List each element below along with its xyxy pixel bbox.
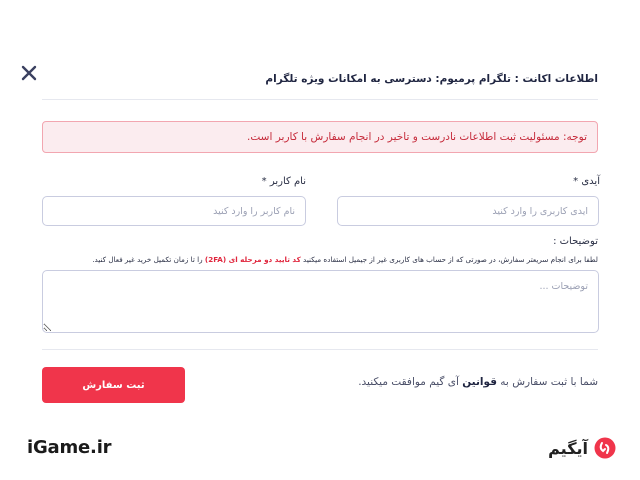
dialog-header (42, 64, 598, 100)
close-icon (20, 64, 38, 82)
terms-text: شما با ثبت سفارش به (496, 376, 598, 388)
brand-domain: iGame.ir (27, 437, 112, 458)
description-hint (42, 255, 598, 264)
divider (42, 349, 598, 350)
warning-alert: توجه: مسئولیت ثبت اطلاعات نادرست و تاخیر در انجام سفارش با کاربر است. (42, 121, 598, 153)
igame-logo-icon (594, 437, 616, 459)
terms-link[interactable]: قوانین (462, 376, 497, 388)
hint-2fa-highlight: کد تایید دو مرحله ای (2FA) (204, 255, 301, 264)
brand-logo-text: آیگیم (548, 438, 588, 458)
close-button[interactable] (20, 64, 38, 82)
username-label: نام کاربر * (261, 176, 306, 187)
id-input[interactable] (337, 196, 599, 226)
submit-order-button[interactable]: ثبت سفارش (42, 367, 185, 403)
hint-text: لطفا برای انجام سریعتر سفارش، در صورتی که از حساب های کاربری غیر از جیمیل استفاده میکنید (300, 255, 598, 264)
hint-text-end: را تا زمان تکمیل خرید غیر فعال کنید. (92, 255, 205, 264)
dialog-title: اطلاعات اکانت : تلگرام پرمیوم: دسترسی به امکانات ویژه تلگرام (265, 73, 598, 85)
terms-notice (358, 376, 598, 388)
terms-text-end: آی گیم موافقت میکنید. (358, 376, 463, 388)
description-textarea[interactable] (42, 270, 599, 333)
brand-logo (548, 435, 616, 461)
description-label: توضیحات : (553, 236, 598, 247)
username-input[interactable] (42, 196, 306, 226)
id-label: آیدی * (573, 176, 600, 187)
